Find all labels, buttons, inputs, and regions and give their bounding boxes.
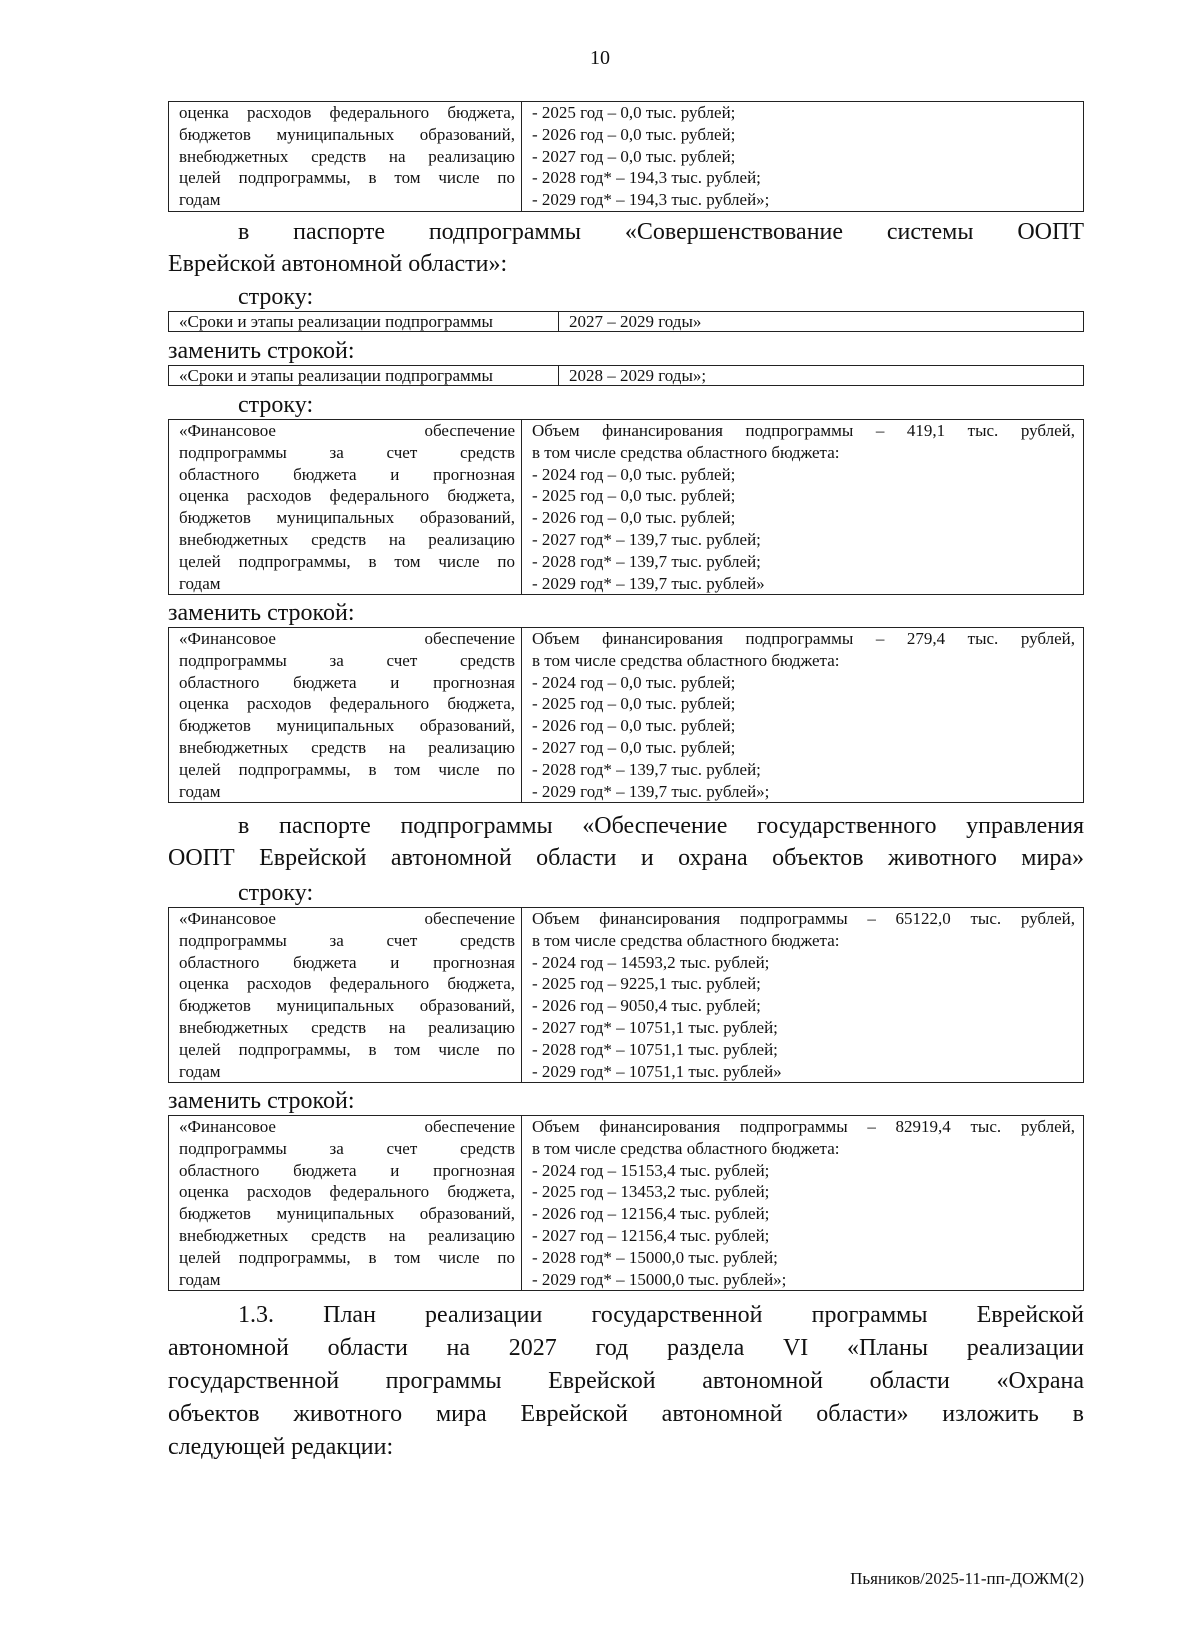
table-text: «Сроки и этапы реализации подпрограммы	[179, 312, 493, 331]
table-term-new	[168, 365, 1084, 386]
table-text: бюджетов муниципальных образований,	[179, 1204, 515, 1224]
table-text: - 2027 год* – 10751,1 тыс. рублей;	[532, 1017, 778, 1037]
table-text: бюджетов муниципальных образований,	[179, 996, 515, 1016]
table-text: - 2024 год – 14593,2 тыс. рублей;	[532, 952, 770, 972]
table-text: - 2024 год – 0,0 тыс. рублей;	[532, 672, 736, 692]
table-text: Объем финансирования подпрограммы – 419,1 тыс. рублей,	[532, 421, 1075, 440]
table-text: бюджетов муниципальных образований,	[179, 508, 515, 528]
table-text: - 2025 год – 9225,1 тыс. рублей;	[532, 974, 761, 994]
table-text: - 2028 год* – 194,3 тыс. рублей;	[532, 168, 761, 188]
table-text: - 2029 год* – 194,3 тыс. рублей»;	[532, 190, 770, 210]
table-text: - 2029 год* – 10751,1 тыс. рублей»	[532, 1061, 782, 1081]
section-intro-line: в паспорте подпрограммы «Обеспечение государственного управления	[238, 813, 1084, 839]
table-text: - 2025 год – 0,0 тыс. рублей;	[532, 486, 736, 506]
table-text: областного бюджета и прогнозная	[179, 952, 515, 972]
table-text: - 2029 год* – 139,7 тыс. рублей»;	[532, 781, 770, 801]
table-text: Объем финансирования подпрограммы – 82919,4 тыс. рублей,	[532, 1117, 1075, 1136]
table-fin-old	[168, 907, 1084, 1083]
table-text: подпрограммы за счет средств	[179, 650, 515, 670]
table-text: - 2026 год – 9050,4 тыс. рублей;	[532, 996, 761, 1016]
table-text: областного бюджета и прогнозная	[179, 672, 515, 692]
table-text: внебюджетных средств на реализацию	[179, 146, 515, 166]
table-text: целей подпрограммы, в том числе по	[179, 168, 515, 188]
section-intro-line: Еврейской автономной области»:	[168, 251, 508, 277]
label-replace: заменить строкой:	[168, 600, 355, 626]
footer-code: Пьяников/2025-11-пп-ДОЖМ(2)	[850, 1569, 1084, 1588]
table-text: годам	[179, 1061, 221, 1081]
paragraph-line: государственной программы Еврейской автономной области «Охрана	[168, 1368, 1084, 1394]
table-text: целей подпрограммы, в том числе по	[179, 551, 515, 571]
table-fin-old	[168, 419, 1084, 595]
table-text: подпрограммы за счет средств	[179, 1138, 515, 1158]
paragraph-line: автономной области на 2027 год раздела VI «Планы реализации	[168, 1335, 1084, 1361]
table-text: подпрограммы за счет средств	[179, 442, 515, 462]
table-fin-new	[168, 1115, 1084, 1291]
table-right-cell	[522, 102, 1083, 211]
table-text: годам	[179, 781, 221, 801]
table-term-old	[168, 311, 1084, 332]
label-row: строку:	[238, 392, 314, 418]
table-text: - 2029 год* – 15000,0 тыс. рублей»;	[532, 1269, 787, 1289]
table-text: оценка расходов федерального бюджета,	[179, 486, 515, 506]
table-text: - 2027 год – 0,0 тыс. рублей;	[532, 146, 736, 166]
table-text: - 2029 год* – 139,7 тыс. рублей»	[532, 573, 765, 593]
table-text: оценка расходов федерального бюджета,	[179, 694, 515, 714]
table-text: в том числе средства областного бюджета:	[532, 1138, 840, 1158]
table-text: - 2024 год – 0,0 тыс. рублей;	[532, 464, 736, 484]
table-text: 2028 – 2029 годы»;	[569, 366, 707, 385]
table-text: целей подпрограммы, в том числе по	[179, 1247, 515, 1267]
table-text: - 2025 год – 0,0 тыс. рублей;	[532, 694, 736, 714]
table-text: областного бюджета и прогнозная	[179, 464, 515, 484]
table-text: - 2027 год – 12156,4 тыс. рублей;	[532, 1225, 770, 1245]
table-text: - 2026 год – 12156,4 тыс. рублей;	[532, 1204, 770, 1224]
table-fin-new	[168, 627, 1084, 803]
table-text: - 2028 год* – 10751,1 тыс. рублей;	[532, 1039, 778, 1059]
table-text: годам	[179, 573, 221, 593]
table-text: Объем финансирования подпрограммы – 65122,0 тыс. рублей,	[532, 909, 1075, 928]
table-text: бюджетов муниципальных образований,	[179, 716, 515, 736]
paragraph-line: объектов животного мира Еврейской автономной области» изложить в	[168, 1401, 1084, 1427]
table-text: «Сроки и этапы реализации подпрограммы	[179, 366, 493, 385]
label-row: строку:	[238, 880, 314, 906]
table-text: годам	[179, 190, 221, 210]
table-text: - 2028 год* – 139,7 тыс. рублей;	[532, 551, 761, 571]
table-text: внебюджетных средств на реализацию	[179, 1017, 515, 1037]
table-text: подпрограммы за счет средств	[179, 930, 515, 950]
table-text: «Финансовое обеспечение	[179, 629, 515, 648]
paragraph-line: следующей редакции:	[168, 1434, 394, 1460]
table-text: «Финансовое обеспечение	[179, 909, 515, 928]
table-text: целей подпрограммы, в том числе по	[179, 759, 515, 779]
table-text: «Финансовое обеспечение	[179, 421, 515, 440]
table-text: Объем финансирования подпрограммы – 279,4 тыс. рублей,	[532, 629, 1075, 648]
paragraph-line: 1.3. План реализации государственной программы Еврейской	[238, 1302, 1084, 1328]
table-text: - 2028 год* – 139,7 тыс. рублей;	[532, 759, 761, 779]
table-text: внебюджетных средств на реализацию	[179, 737, 515, 757]
table-text: в том числе средства областного бюджета:	[532, 650, 840, 670]
table-text: годам	[179, 1269, 221, 1289]
table-text: оценка расходов федерального бюджета,	[179, 974, 515, 994]
label-replace: заменить строкой:	[168, 1088, 355, 1114]
table-text: бюджетов муниципальных образований,	[179, 124, 515, 144]
table-continued	[168, 101, 1084, 212]
table-text: - 2028 год* – 15000,0 тыс. рублей;	[532, 1247, 778, 1267]
table-text: - 2025 год – 13453,2 тыс. рублей;	[532, 1182, 770, 1202]
table-text: областного бюджета и прогнозная	[179, 1160, 515, 1180]
label-replace: заменить строкой:	[168, 338, 355, 364]
label-row: строку:	[238, 284, 314, 310]
table-text: - 2027 год – 0,0 тыс. рублей;	[532, 737, 736, 757]
table-text: в том числе средства областного бюджета:	[532, 442, 840, 462]
table-left-cell	[169, 102, 522, 211]
section-intro-line: ООПТ Еврейской автономной области и охрана объектов животного мира»	[168, 845, 1084, 871]
table-text: - 2026 год – 0,0 тыс. рублей;	[532, 124, 736, 144]
table-text: оценка расходов федерального бюджета,	[179, 103, 515, 122]
table-text: внебюджетных средств на реализацию	[179, 1225, 515, 1245]
table-text: «Финансовое обеспечение	[179, 1117, 515, 1136]
table-text: внебюджетных средств на реализацию	[179, 529, 515, 549]
table-text: - 2024 год – 15153,4 тыс. рублей;	[532, 1160, 770, 1180]
table-text: оценка расходов федерального бюджета,	[179, 1182, 515, 1202]
table-text: 2027 – 2029 годы»	[569, 312, 702, 331]
table-text: - 2025 год – 0,0 тыс. рублей;	[532, 103, 736, 122]
page-number: 10	[590, 47, 610, 69]
table-text: в том числе средства областного бюджета:	[532, 930, 840, 950]
table-text: целей подпрограммы, в том числе по	[179, 1039, 515, 1059]
table-text: - 2026 год – 0,0 тыс. рублей;	[532, 508, 736, 528]
section-intro-line: в паспорте подпрограммы «Совершенствование системы ООПТ	[238, 219, 1084, 245]
table-text: - 2026 год – 0,0 тыс. рублей;	[532, 716, 736, 736]
table-text: - 2027 год* – 139,7 тыс. рублей;	[532, 529, 761, 549]
